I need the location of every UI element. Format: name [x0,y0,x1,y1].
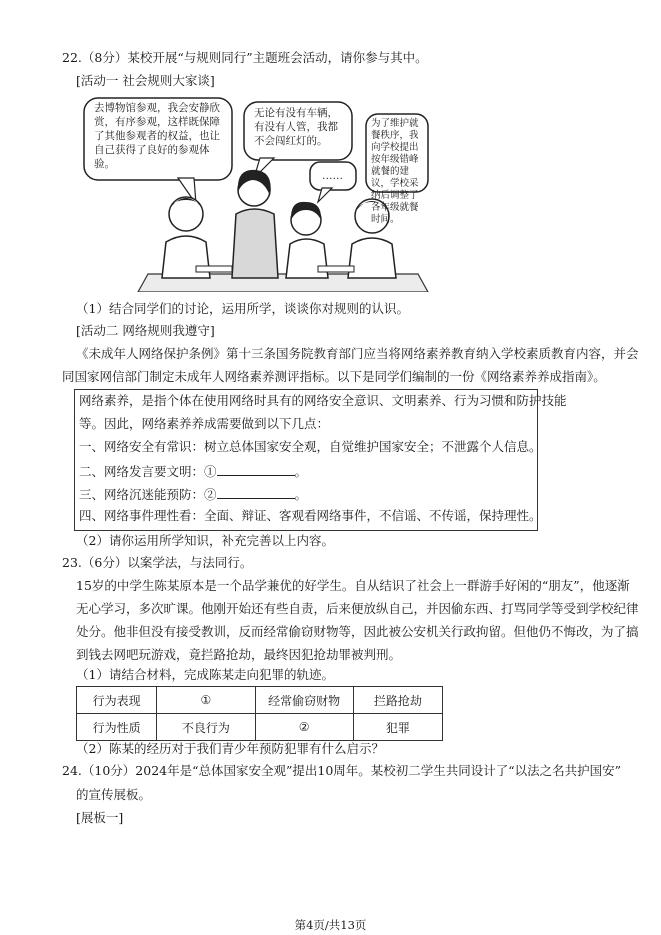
table-row [77,687,443,714]
crime-trajectory-table [76,686,443,741]
table-cell: 拦路抢劫 [353,687,442,714]
table-cell: 经常偷窃财物 [255,687,353,714]
table-cell: 行为性质 [77,714,157,741]
q24-stem-line1: 24.（10分）2024年是“总体国家安全观”提出10周年。某校初二学生共同设计了“以法之名共护国安” [62,763,622,778]
guide-line1: 网络素养，是指个体在使用网络时具有的网络安全意识、文明素养、行为习惯和防护技能 [79,393,567,408]
table-cell: 行为表现 [77,687,157,714]
q24-stem-line2: 的宣传展板。 [76,787,152,802]
book-right [318,266,354,272]
guide-item3-label: 三、网络沉迷能预防：② [79,487,217,502]
q22-intro-line2: 同国家网信部门制定未成年人网络素养测评指标。以下是同学们编制的一份《网络素养养成指南》。 [62,369,606,384]
guide-item2 [79,462,307,480]
answer-blank-2[interactable] [217,485,295,499]
guide-item3 [79,485,307,503]
book-left [196,266,232,272]
q22-sub1: （1）结合同学们的讨论，运用所学，谈谈你对规则的认识。 [76,301,409,316]
table-cell: 犯罪 [353,714,442,741]
guide-item1: 一、网络安全有常识：树立总体国家安全观，自觉维护国家安全；不泄露个人信息。 [79,439,542,454]
q24-board1: [展板一] [76,810,124,825]
answer-blank-1[interactable] [217,462,295,476]
table-cell-blank-1[interactable]: ① [157,687,255,714]
table-row [77,714,443,741]
q22-stem: 22.（8分）某校开展“与规则同行”主题班会活动，请你参与其中。 [62,50,428,65]
q23-sub1: （1）请结合材料，完成陈某走向犯罪的轨迹。 [76,667,334,682]
student-girl-standing-body [232,209,278,278]
classroom-discussion-illustration [78,96,432,292]
guide-item2-end: 。 [294,464,308,479]
table-cell-blank-2[interactable]: ② [255,714,353,741]
guide-item2-label: 二、网络发言要文明：① [79,464,217,479]
guide-item3-end: 。 [294,487,308,502]
q23-para1: 15岁的中学生陈某原本是一个品学兼优的好学生。自从结识了社会上一群游手好闲的“朋友”，他逐渐 [76,578,630,593]
activity2-title: [活动二 网络规则我遵守] [76,323,215,338]
q22-sub2: （2）请你运用所学知识，补充完善以上内容。 [76,533,334,548]
guide-item4: 四、网络事件理性看：全面、辩证、客观看网络事件，不信谣、不传谣，保持理性。 [79,508,542,523]
q23-stem: 23.（6分）以案学法，与法同行。 [62,555,253,570]
table-cell: 不良行为 [157,714,255,741]
student-boy-left-head [169,197,203,231]
q23-para3: 处分。他非但没有接受教训，反而经常偷窃财物等，因此被公安机关行政拘留。但他仍不悔改，为了搞 [76,624,639,639]
guide-line2: 等。因此，网络素养养成需要做到以下几点： [79,416,330,431]
page-footer: 第4页/共13页 [294,918,367,932]
q23-para4: 到钱去网吧玩游戏，竟拦路抢劫，最终因犯抢劫罪被判刑。 [76,647,402,662]
q22-intro-line1: 《未成年人网络保护条例》第十三条国务院教育部门应当将网络素养教育纳入学校素质教育内容，并会 [76,346,639,361]
bubble-1-text: 去博物馆参观，我会安静欣赏，有序参观，这样既保障了其他参观者的权益，也让自己获得了良好的参观体验。 [94,102,220,170]
student-boy-right-body [348,238,396,278]
bubble-3-text: …… [322,170,343,182]
q23-para2: 无心学习，多次旷课。他刚开始还有些自责，后来便放纵自己，并因偷东西、打骂同学等受到学校纪律 [76,601,639,616]
bubble-2-text: 无论有没有车辆，有没有人管，我都不会闯红灯的。 [254,107,338,147]
bubble-4-text: 为了维护就餐秩序，我向学校提出按年级错峰就餐的建议，学校采纳后调整了各年级就餐时间。 [371,118,419,225]
q23-sub2: （2）陈某的经历对于我们青少年预防犯罪有什么启示？ [76,741,384,756]
activity1-title: [活动一 社会规则大家谈] [76,73,215,88]
